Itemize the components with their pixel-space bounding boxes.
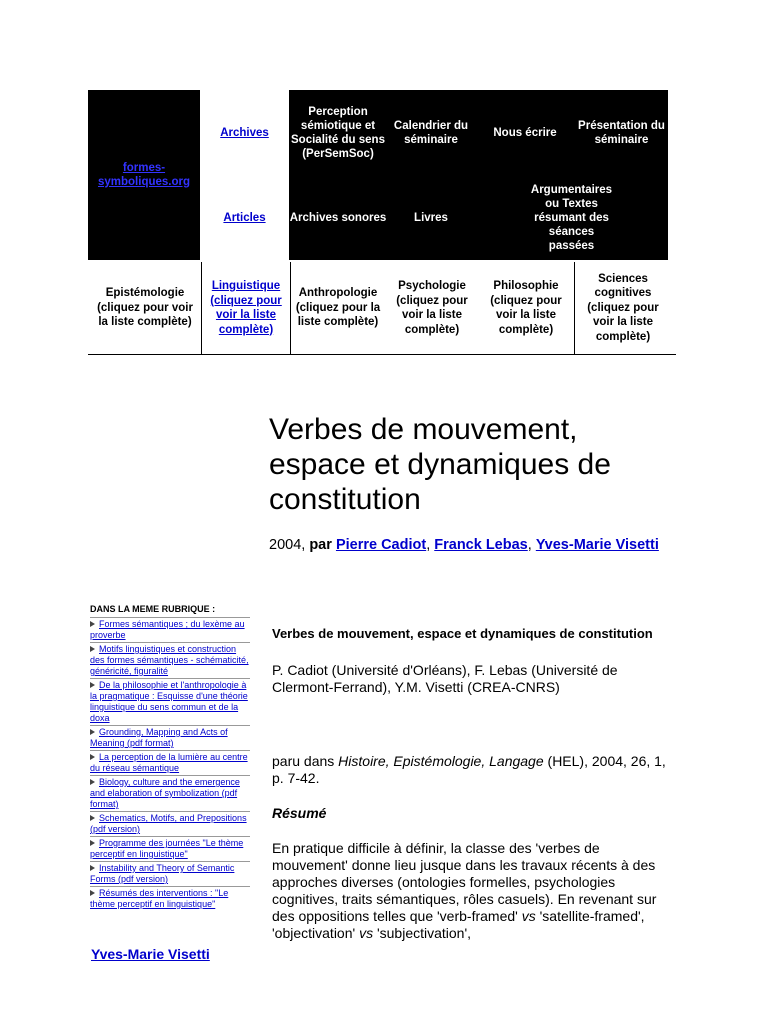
- argumentaires-label[interactable]: Argumentaires ou Textes résumant des séances passées: [530, 184, 613, 252]
- article-publication: [272, 753, 672, 787]
- article-body: [272, 625, 672, 942]
- triangle-right-icon: [90, 815, 95, 821]
- sidebar-item-label[interactable]: Résumés des interventions : "Le thème perceptif en linguistique": [90, 888, 229, 909]
- vs-italic: vs: [521, 908, 536, 924]
- triangle-right-icon: [90, 890, 95, 896]
- sidebar-item[interactable]: [90, 617, 250, 642]
- articles-link[interactable]: Articles: [223, 212, 266, 224]
- category-philosophie[interactable]: Philosophie (cliquez pour voir la liste complète): [490, 280, 562, 336]
- sidebar-item-label[interactable]: Instability and Theory of Semantic Forms (pdf version): [90, 863, 235, 884]
- resume-part: 'satellite-framed',: [539, 908, 645, 924]
- category-row: [88, 262, 676, 356]
- triangle-right-icon: [90, 729, 95, 735]
- sidebar-item-label[interactable]: Motifs linguistiques et construction des formes sémantiques - schématicité, généricité, figuralité: [90, 644, 249, 676]
- same-section-sidebar: [90, 604, 250, 911]
- triangle-right-icon: [90, 779, 95, 785]
- nav-item-archives-sonores[interactable]: Archives sonores: [289, 176, 387, 260]
- triangle-right-icon: [90, 621, 95, 627]
- nav-item-livres[interactable]: Livres: [387, 176, 475, 260]
- top-navigation: [88, 90, 668, 260]
- article-affiliations: P. Cadiot (Université d'Orléans), F. Lebas (Université de Clermont-Ferrand), Y.M. Visetti (CREA-CNRS): [272, 662, 618, 695]
- triangle-right-icon: [90, 840, 95, 846]
- category-epistemologie[interactable]: Epistémologie (cliquez pour voir la liste complète): [97, 287, 193, 329]
- nav-item-calendrier[interactable]: Calendrier du séminaire: [387, 90, 475, 176]
- article-title: Verbes de mouvement, espace et dynamiques de constitution: [269, 413, 611, 516]
- vs-italic: vs: [359, 925, 374, 941]
- category-divider: [201, 262, 202, 354]
- category-divider: [290, 262, 291, 354]
- site-home-link[interactable]: formes-symboliques.org: [97, 162, 191, 188]
- sidebar-item[interactable]: [90, 725, 250, 750]
- sidebar-item[interactable]: [90, 775, 250, 811]
- sidebar-item[interactable]: [90, 836, 250, 861]
- category-sciences-cognitives[interactable]: Sciences cognitives (cliquez pour voir la liste complète): [587, 272, 659, 343]
- sidebar-author-link[interactable]: Yves-Marie Visetti: [91, 946, 210, 962]
- article-byline: 2004, par Pierre Cadiot, Franck Lebas, Yves-Marie Visetti: [269, 537, 659, 553]
- category-linguistique[interactable]: Linguistique (cliquez pour voir la liste complète): [210, 280, 282, 336]
- sidebar-item-label[interactable]: Biology, culture and the emergence and elaboration of symbolization (pdf format): [90, 777, 240, 809]
- resume-part: 'subjectivation',: [376, 925, 472, 941]
- category-divider: [574, 262, 575, 354]
- sidebar-item-label[interactable]: Schematics, Motifs, and Prepositions (pdf version): [90, 813, 247, 834]
- sidebar-item[interactable]: [90, 750, 250, 775]
- nav-item-presentation[interactable]: Présentation du séminaire: [575, 90, 668, 176]
- journal-name: Histoire, Epistémologie, Langage: [338, 753, 544, 769]
- resume-text: [272, 840, 672, 942]
- nav-cell-archives: [202, 90, 287, 176]
- nav-cell-site: [88, 90, 200, 260]
- publication-suffix: (HEL), 2004, 26, 1, p. 7-42.: [272, 753, 666, 786]
- sidebar-item-label[interactable]: La perception de la lumière au centre du réseau sémantique: [90, 752, 248, 773]
- sidebar-item-label[interactable]: Formes sémantiques ; du lexème au proverbe: [90, 619, 245, 640]
- sidebar-item-label[interactable]: De la philosophie et l'anthropologie à la pragmatique : Esquisse d'une théorie linguistique du sens commun et de la doxa: [90, 680, 248, 723]
- category-bottom-rule: [88, 354, 676, 355]
- triangle-right-icon: [90, 754, 95, 760]
- resume-heading: Résumé: [272, 805, 327, 821]
- sidebar-item[interactable]: [90, 886, 250, 911]
- resume-part: 'objectivation': [272, 925, 356, 941]
- sidebar-item[interactable]: [90, 811, 250, 836]
- article-subtitle: Verbes de mouvement, espace et dynamiques de constitution: [272, 626, 653, 641]
- triangle-right-icon: [90, 682, 95, 688]
- sidebar-item[interactable]: [90, 861, 250, 886]
- nav-cell-articles: [202, 176, 287, 260]
- sidebar-item-label[interactable]: Programme des journées "Le thème perceptif en linguistique": [90, 838, 244, 859]
- nav-item-ecrire[interactable]: Nous écrire: [475, 90, 575, 176]
- sidebar-heading: DANS LA MEME RUBRIQUE :: [90, 604, 216, 614]
- publication-prefix: paru dans: [272, 753, 335, 769]
- category-psychologie[interactable]: Psychologie (cliquez pour voir la liste complète): [396, 280, 468, 336]
- resume-part: En pratique difficile à définir, la classe des 'verbes de mouvement' donne lieu jusque dans les travaux récents à des approches diverses (ontologies formelles, psychologies cognitives, traits sémantiques, rôles casuels). En revenant sur des oppositions telles que 'verb-framed': [272, 840, 657, 924]
- author-link-lebas[interactable]: Franck Lebas: [434, 537, 528, 553]
- sidebar-item-label[interactable]: Grounding, Mapping and Acts of Meaning (pdf format): [90, 727, 228, 748]
- byline-par: par: [309, 537, 332, 553]
- nav-item-argumentaires: [475, 176, 668, 260]
- triangle-right-icon: [90, 646, 95, 652]
- article-year: 2004,: [269, 537, 306, 553]
- author-link-cadiot[interactable]: Pierre Cadiot: [335, 537, 427, 553]
- author-link-visetti[interactable]: Yves-Marie Visetti: [535, 537, 659, 553]
- archives-link[interactable]: Archives: [220, 127, 269, 139]
- sidebar-item[interactable]: [90, 678, 250, 725]
- triangle-right-icon: [90, 865, 95, 871]
- sidebar-item[interactable]: [90, 642, 250, 678]
- category-anthropologie[interactable]: Anthropologie (cliquez pour la liste complète): [295, 287, 381, 329]
- nav-item-persemsoc[interactable]: Perception sémiotique et Socialité du sens (PerSemSoc): [289, 90, 387, 176]
